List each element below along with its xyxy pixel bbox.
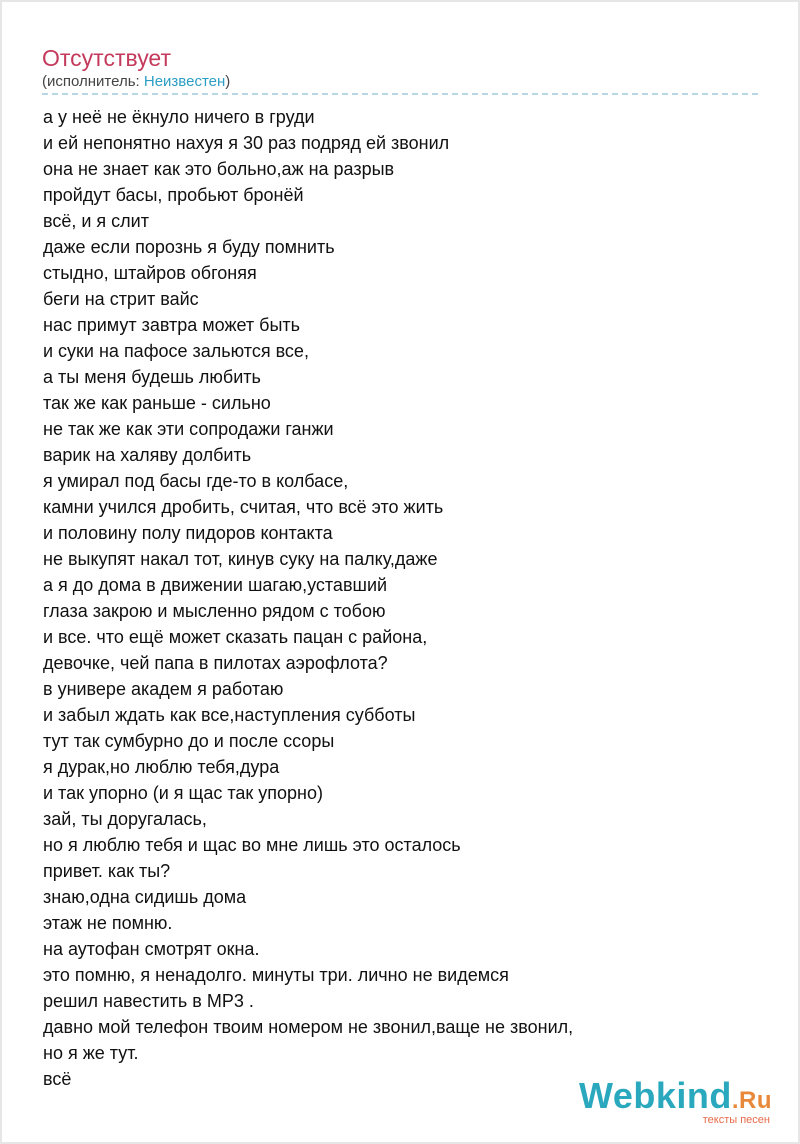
song-title: Отсутствует	[42, 45, 171, 71]
lyric-line: глаза закрою и мысленно рядом с тобою	[43, 601, 386, 621]
lyric-line: я умирал под басы где-то в колбасе,	[43, 471, 349, 491]
lyric-line: а у неё не ёкнуло ничего в груди	[43, 107, 315, 127]
lyric-line: нас примут завтра может быть	[43, 315, 301, 335]
lyric-line: и так упорно (и я щас так упорно)	[43, 783, 323, 803]
lyric-line: тут так сумбурно до и после ссоры	[43, 731, 335, 751]
lyric-line: не так же как эти сопродажи ганжи	[43, 419, 334, 439]
lyric-line: стыдно, штайров обгоняя	[43, 263, 257, 283]
lyric-line: всё, и я слит	[43, 211, 149, 231]
lyric-line: решил навестить в MP3 .	[43, 991, 254, 1011]
lyric-line: я дурак,но люблю тебя,дура	[43, 757, 280, 777]
lyric-line: так же как раньше - сильно	[43, 393, 271, 413]
lyric-line: всё	[43, 1069, 72, 1089]
lyric-line: даже если порознь я буду помнить	[43, 237, 335, 257]
title-divider	[42, 93, 758, 95]
lyric-line: знаю,одна сидишь дома	[43, 887, 247, 907]
lyric-line: зай, ты доругалась,	[43, 809, 207, 829]
lyric-line: а ты меня будешь любить	[43, 367, 261, 387]
lyric-line: но я же тут.	[43, 1043, 139, 1063]
logo-tld: .Ru	[731, 1087, 772, 1114]
lyrics-list	[43, 104, 573, 1092]
performer-line	[42, 72, 230, 92]
lyric-line: пройдут басы, пробьют бронёй	[43, 185, 304, 205]
lyric-line: это помню, я ненадолго. минуты три. лично не видемся	[43, 965, 509, 985]
lyric-line: и забыл ждать как все,наступления субботы	[43, 705, 416, 725]
lyric-line: не выкупят накал тот, кинув суку на палку,даже	[43, 549, 438, 569]
lyric-line: давно мой телефон твоим номером не звонил,ваще не звонил,	[43, 1017, 574, 1037]
lyric-line: девочке, чей папа в пилотах аэрофлота?	[43, 653, 388, 673]
lyric-line: но я люблю тебя и щас во мне лишь это осталось	[43, 835, 461, 855]
lyric-line: на аутофан смотрят окна.	[43, 939, 260, 959]
performer-suffix: )	[225, 73, 231, 90]
lyric-line: камни учился дробить, считая, что всё это жить	[43, 497, 444, 517]
lyric-line: этаж не помню.	[43, 913, 173, 933]
lyric-line: а я до дома в движении шагаю,уставший	[43, 575, 388, 595]
lyric-line: беги на стрит вайс	[43, 289, 199, 309]
lyric-line: она не знает как это больно,аж на разрыв	[43, 159, 395, 179]
performer-link[interactable]: Неизвестен	[143, 73, 226, 90]
lyric-line: и все. что ещё может сказать пацан с района,	[43, 627, 428, 647]
site-logo[interactable]	[578, 1075, 772, 1126]
logo-tagline: тексты песен	[702, 1114, 770, 1126]
lyric-line: и ей непонятно нахуя я 30 раз подряд ей звонил	[43, 133, 450, 153]
performer-prefix: (исполнитель:	[42, 73, 144, 90]
lyric-line: и половину полу пидоров контакта	[43, 523, 333, 543]
lyric-line: и суки на пафосе зальются все,	[43, 341, 309, 361]
lyric-line: привет. как ты?	[43, 861, 171, 881]
logo-name: Webkind	[578, 1075, 732, 1116]
lyric-line: в универе академ я работаю	[43, 679, 284, 699]
lyric-line: варик на халяву долбить	[43, 445, 252, 465]
